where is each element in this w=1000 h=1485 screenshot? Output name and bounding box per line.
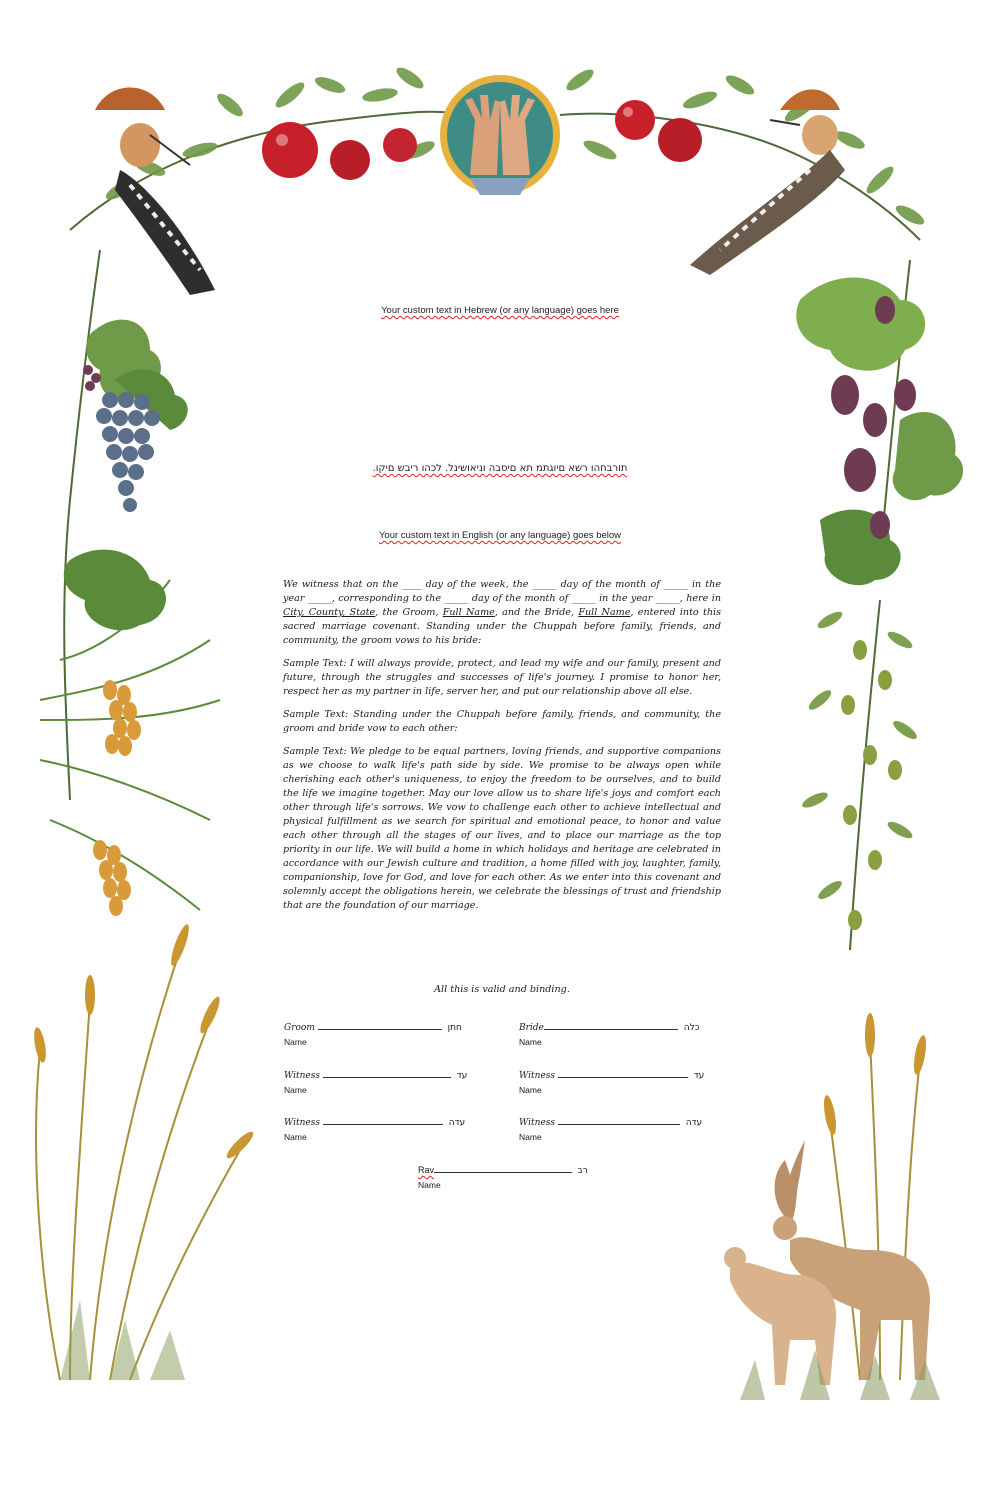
hebrew-placeholder-text: Your custom text in Hebrew (or any language) goes here xyxy=(381,305,619,316)
witness-signature-1 xyxy=(284,1068,467,1095)
witness1-label: Witness xyxy=(284,1071,320,1081)
paragraph-mutual-vow: Sample Text: We pledge to be equal partners, loving friends, and supportive companions as we choose to walk life's path side by side. We promise to be always open while cherishing each other's uniqueness, to enjoy the freedom to be ourselves, and to build the life we imagine together. May our love allow us to share life's joys and comfort each other through life's sorrows. We vow to challenge each other to achieve intellectual and physical fulfillment as we search for spiritual and emotional peace, to honor and value each other through all the stages of our lives, and to place our marriage as the top priority in our life. We will build a home in which holidays and heritage are celebrated in accordance with our Jewish culture and tradition, a home filled with joy, laughter, family, companionship, love for God, and love for each other. As we enter into this covenant and solemnly accept the obligations herein, we celebrate the blessings of trust and friendship that are the foundation of our marriage. xyxy=(283,746,721,911)
witness-signature-3 xyxy=(284,1115,465,1142)
para1-part4: , entered into this sacred marriage covenant. Standing under the Chuppah before family, friends, and community, the groom vows to his bride: xyxy=(283,607,722,646)
witness2-signature-line[interactable] xyxy=(558,1068,688,1078)
witness3-label: Witness xyxy=(284,1118,320,1128)
witness2-hebrew-label: עד xyxy=(693,1071,705,1081)
witness2-label: Witness xyxy=(519,1071,555,1081)
witness4-label: Witness xyxy=(519,1118,555,1128)
bride-hebrew-label: כלה xyxy=(683,1023,700,1033)
groom-hebrew-label: חתן xyxy=(447,1023,462,1033)
rav-signature-line[interactable] xyxy=(434,1163,572,1173)
bride-name-label: Name xyxy=(519,1037,542,1047)
groom-name-label: Name xyxy=(284,1037,307,1047)
grass-bottom-right xyxy=(740,1350,940,1400)
witness2-name-label: Name xyxy=(519,1085,542,1095)
hebrew-text-placeholder xyxy=(280,305,720,316)
witness1-hebrew-label: עד xyxy=(456,1071,468,1081)
bride-name-field: Full Name xyxy=(578,607,631,618)
wheat-left xyxy=(32,923,256,1380)
rav-hebrew-label: רב xyxy=(577,1166,588,1176)
witness4-hebrew-label: עדה xyxy=(685,1118,703,1128)
para1-part1: We witness that on the ____ day of the week, the _____ day of the month of _____ in the year _____, corresponding to the _____ day of the month of _____ in the year _____, here in xyxy=(283,579,721,604)
witness4-name-label: Name xyxy=(519,1132,542,1142)
english-text-placeholder xyxy=(280,530,720,541)
paragraph-witness xyxy=(283,578,721,648)
hebrew-line-text: תורבחהו רשא םיוגתמ תא םיסבה וניאושינל. לכהו ריבש םיקו. xyxy=(372,463,628,474)
gazelles xyxy=(724,1140,930,1385)
binding-statement: All this is valid and binding. xyxy=(434,984,570,995)
hebrew-blessing-line xyxy=(280,463,720,474)
ketubah-body xyxy=(283,578,721,922)
witness-signature-2 xyxy=(519,1068,704,1095)
city-field: City, County, State xyxy=(283,607,376,618)
rav-signature xyxy=(418,1163,588,1190)
paragraph-groom-vow: Sample Text: I will always provide, protect, and lead my wife and our family, present and future, through the struggles and successes of life's journey. I promise to honor her, respect her as my partner in life, server her, and put our relationship above all else. xyxy=(283,658,721,697)
hoopoe-bird-right xyxy=(690,89,845,275)
witness3-signature-line[interactable] xyxy=(323,1115,443,1125)
witness4-signature-line[interactable] xyxy=(558,1115,680,1125)
priestly-hands-medallion xyxy=(440,75,560,195)
para1-part2: , the Groom, xyxy=(375,607,443,618)
para1-part3: , and the Bride, xyxy=(494,607,579,618)
bride-label: Bride xyxy=(519,1023,544,1033)
fig-tree xyxy=(796,260,963,585)
rav-label: Rav xyxy=(418,1165,435,1175)
witness3-hebrew-label: עדה xyxy=(448,1118,466,1128)
rav-name-label: Name xyxy=(418,1180,441,1190)
groom-signature-line[interactable] xyxy=(318,1020,442,1030)
groom-signature xyxy=(284,1020,462,1047)
witness-signature-4 xyxy=(519,1115,702,1142)
bride-signature-line[interactable] xyxy=(544,1020,678,1030)
witness1-name-label: Name xyxy=(284,1085,307,1095)
olive-branch xyxy=(800,600,919,950)
groom-name-field: Full Name xyxy=(442,607,495,618)
english-placeholder-text: Your custom text in English (or any language) goes below xyxy=(378,530,622,541)
bride-signature xyxy=(519,1020,700,1047)
paragraph-mutual-vow-intro: Sample Text: Standing under the Chuppah before family, friends, and community, the groom and bride vow to each other: xyxy=(283,709,721,734)
witness1-signature-line[interactable] xyxy=(323,1068,451,1078)
groom-label: Groom xyxy=(284,1023,315,1033)
witness3-name-label: Name xyxy=(284,1132,307,1142)
